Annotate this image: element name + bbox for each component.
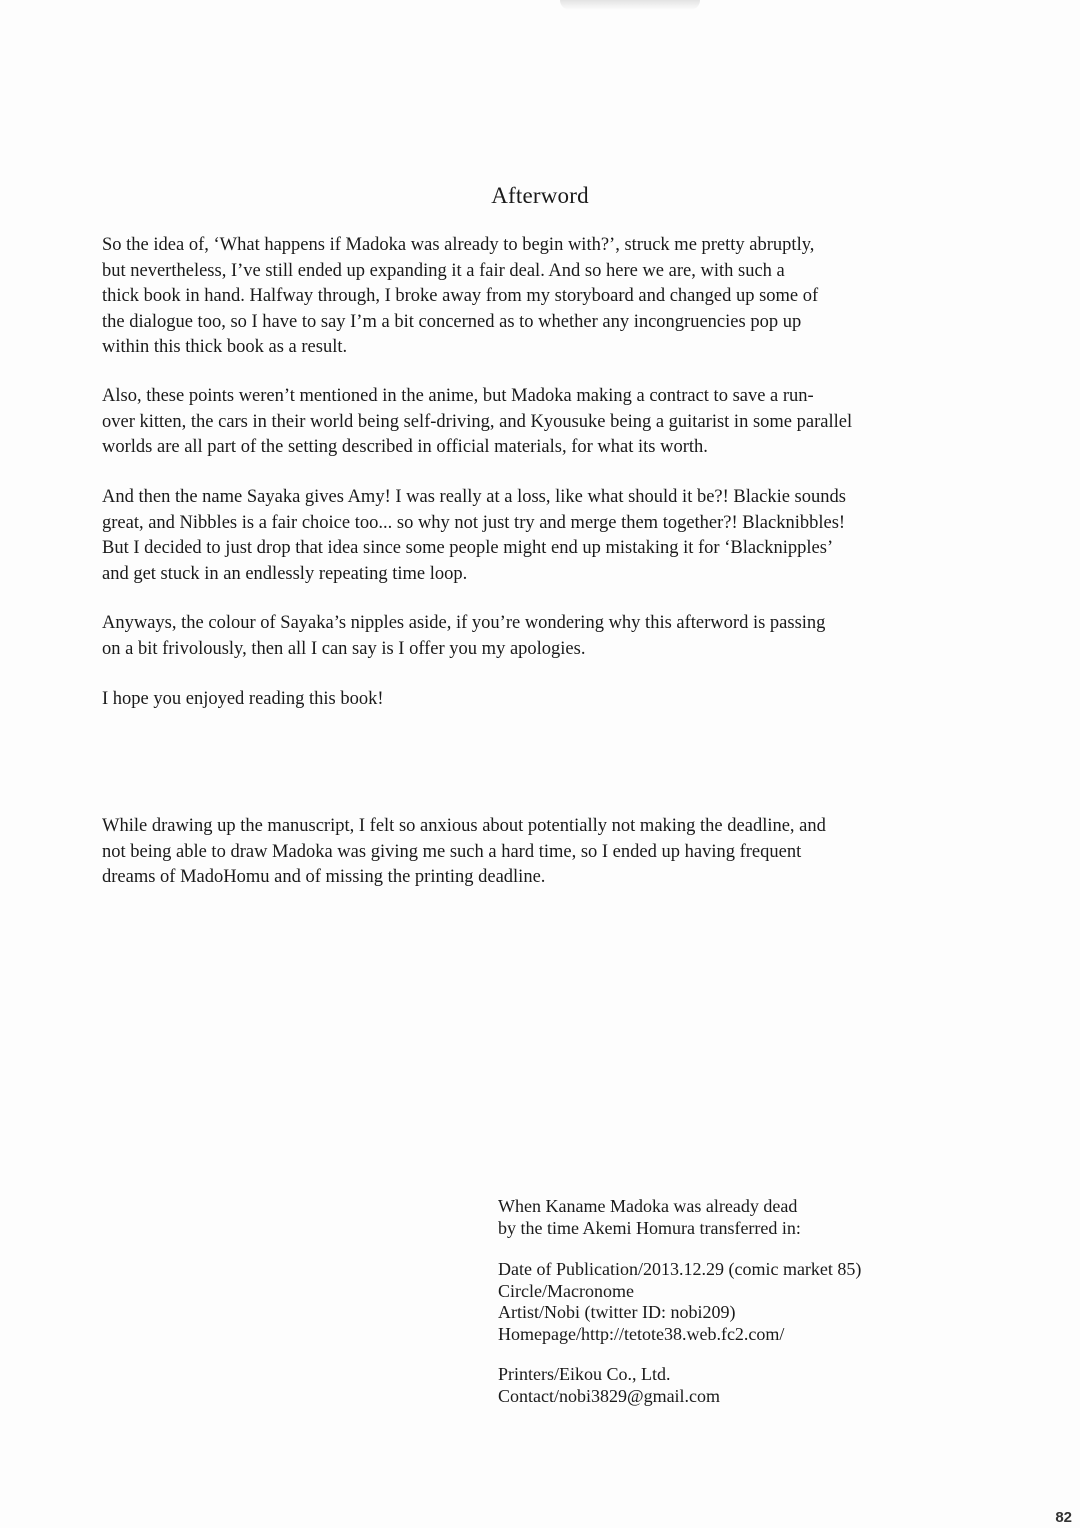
text-line: great, and Nibbles is a fair choice too... so why not just try and merge them together?! Blacknibbles! bbox=[102, 512, 846, 533]
credit-line: Contact/nobi3829@gmail.com bbox=[498, 1385, 721, 1406]
text-line: But I decided to just drop that idea since some people might end up mistaking it for ‘Blacknipples’ bbox=[102, 538, 834, 558]
credit-line: When Kaname Madoka was already dead bbox=[498, 1196, 798, 1216]
text-line: but nevertheless, I’ve still ended up expanding it a fair deal. And so here we are, with such a bbox=[102, 260, 785, 281]
text-line: While drawing up the manuscript, I felt so anxious about potentially not making the deadline, and bbox=[102, 816, 826, 836]
text-line: the dialogue too, so I have to say I’m a bit concerned as to whether any incongruencies pop up bbox=[102, 311, 802, 332]
credit-line: Circle/Macronome bbox=[498, 1280, 634, 1301]
scan-shadow bbox=[560, 0, 700, 10]
text-line: Also, these points weren’t mentioned in the anime, but Madoka making a contract to save a run- bbox=[102, 386, 814, 406]
text-line: So the idea of, ‘What happens if Madoka was already to begin with?’, struck me pretty abruptly, bbox=[102, 235, 815, 255]
page-title: Afterword bbox=[491, 183, 589, 208]
text-line: thick book in hand. Halfway through, I broke away from my storyboard and changed up some of bbox=[102, 286, 819, 306]
text-line: on a bit frivolously, then all I can say is I offer you my apologies. bbox=[102, 638, 586, 659]
credits-book-title bbox=[498, 1196, 998, 1239]
text-line: I hope you enjoyed reading this book! bbox=[102, 689, 384, 709]
credit-line: by the time Akemi Homura transferred in: bbox=[498, 1217, 801, 1238]
credit-line: Printers/Eikou Co., Ltd. bbox=[498, 1364, 671, 1384]
text-line: and get stuck in an endlessly repeating time loop. bbox=[102, 563, 468, 584]
text-line: Anyways, the colour of Sayaka’s nipples aside, if you’re wondering why this afterword is passing bbox=[102, 613, 826, 633]
text-line: not being able to draw Madoka was giving me such a hard time, so I ended up having frequent bbox=[102, 841, 802, 862]
paragraph-3 bbox=[102, 485, 982, 587]
text-line: within this thick book as a result. bbox=[102, 337, 348, 357]
credits-publication bbox=[498, 1259, 998, 1345]
page-number: 82 bbox=[1055, 1509, 1072, 1526]
text-line: worlds are all part of the setting described in official materials, for what its worth. bbox=[102, 437, 708, 457]
text-line: And then the name Sayaka gives Amy! I was really at a loss, like what should it be?! Blackie sounds bbox=[102, 487, 846, 507]
paragraph-6 bbox=[102, 814, 982, 891]
text-line: over kitten, the cars in their world being self-driving, and Kyousuke being a guitarist in some parallel bbox=[102, 411, 853, 432]
credits-printing bbox=[498, 1364, 998, 1407]
paragraph-5 bbox=[102, 687, 982, 713]
credit-line: Artist/Nobi (twitter ID: nobi209) bbox=[498, 1302, 736, 1322]
paragraph-2 bbox=[102, 384, 982, 461]
credit-line: Date of Publication/2013.12.29 (comic market 85) bbox=[498, 1259, 862, 1279]
text-line: dreams of MadoHomu and of missing the printing deadline. bbox=[102, 867, 546, 887]
paragraph-1 bbox=[102, 233, 982, 361]
credit-line: Homepage/http://tetote38.web.fc2.com/ bbox=[498, 1323, 785, 1344]
paragraph-4 bbox=[102, 611, 982, 662]
